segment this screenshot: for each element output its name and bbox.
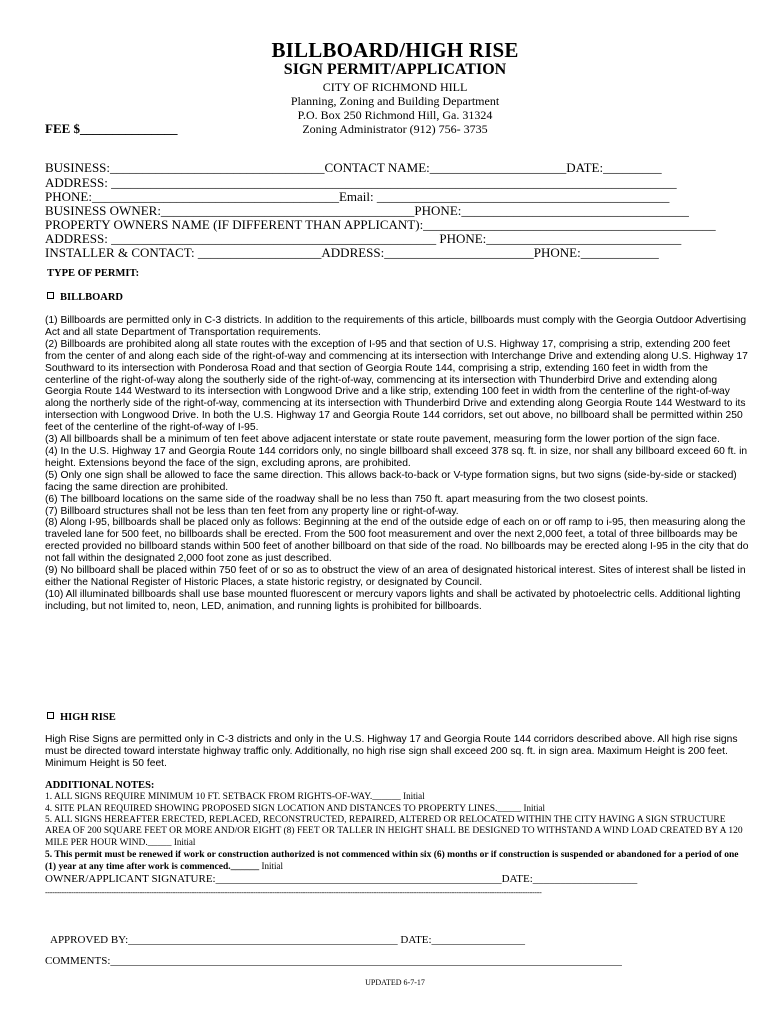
owner-signature-field[interactable]: OWNER/APPLICANT SIGNATURE:____________________________________________________DATE:___________________ bbox=[45, 873, 638, 885]
high-rise-rule: High Rise Signs are permitted only in C-3 districts and only in the U.S. Highway 17 and Georgia Route 144 corridors described above. All high rise signs must be directed toward interstate highway traffic only. Additionally, no high rise sign shall exceed 200 sq. ft. in sign area. Maximum Height is 200 feet. Minimum Height is 50 feet. bbox=[45, 734, 738, 769]
updated-date: UPDATED 6-7-17 bbox=[365, 978, 425, 987]
business-owner-phone-field[interactable]: BUSINESS OWNER:_______________________________________PHONE:___________________________________ bbox=[45, 203, 689, 218]
address-field[interactable]: ADDRESS: _______________________________________________________________________________________ bbox=[45, 175, 677, 190]
billboard-rule: (9) No billboard shall be placed within 750 feet of or so as to obstruct the view of an area of designated historical interest. Sites of interest shall be listed in either the National Register of Historic Places, a state historic registry, or designated by Council. bbox=[45, 565, 746, 588]
department-name: Planning, Zoning and Building Department bbox=[290, 94, 500, 108]
note-item[interactable]: 5. This permit must be renewed if work or construction authorized is not commenced within six (6) months or if construction is suspended or abandoned for a period of one (1) year at any time after work is commenced.______ Initial bbox=[45, 849, 739, 872]
property-owner-address-phone-field[interactable]: ADDRESS: __________________________________________________ PHONE:______________________________ bbox=[45, 231, 682, 246]
billboard-rule: (2) Billboards are prohibited along all state routes with the exception of I-95 and that section of U.S. Highway 17, comprising a strip, extending 200 feet from the center of and along each side of the right-of-way and commencing at its intersection with Interchange Drive and extending along U.S. Highway 17 Southward to its intersection with Ponderosa Road and that section of Georgia Route 144, comprising a strip, extending 160 feet in width from the centerline of the right-of-way along the southerly side of the right-of-way, commencing at its intersection with Thunderbird Drive and extending along Georgia Route 144 Westward to its intersection with Longwood Drive and a like strip, extending 100 feet in width from the centerline of the right-of-way along the northerly side of the right-of-way, commencing at its intersection with Thunderbird Drive and extending along Georgia Route 144 Westward to its intersection with Longwood Drive. In both the U.S. Highway 17 and Georgia Route 144 corridors, set out above, no billboard shall be permitted within 250 feet of the centerline of the right-of-way of I-95. bbox=[45, 338, 748, 434]
billboard-checkbox[interactable] bbox=[47, 292, 54, 299]
additional-notes bbox=[45, 780, 745, 873]
property-owner-name-field[interactable]: PROPERTY OWNERS NAME (IF DIFFERENT THAN APPLICANT):_____________________________________________ bbox=[45, 217, 716, 232]
high-rise-rules bbox=[45, 734, 753, 770]
note-item[interactable]: 1. ALL SIGNS REQUIRE MINIMUM 10 FT. SETBACK FROM RIGHTS-OF-WAY.______ Initial bbox=[45, 791, 425, 803]
business-contact-date-field[interactable]: BUSINESS:_________________________________CONTACT NAME:_____________________DATE:_________ bbox=[45, 160, 662, 175]
billboard-heading: BILLBOARD bbox=[60, 292, 124, 303]
additional-notes-heading: ADDITIONAL NOTES: bbox=[45, 780, 155, 791]
phone-email-field[interactable]: PHONE:______________________________________Email: _____________________________________________ bbox=[45, 189, 670, 204]
city-name: CITY OF RICHMOND HILL bbox=[322, 80, 468, 94]
billboard-rule: (8) Along I-95, billboards shall be placed only as follows: Beginning at the end of the outside edge of each on or off ramp to i-95, then measuring along the traveled lane for 500 feet, no billboards shall be erected. From the 500 foot measurement and over the next 2,000 feet, a total of three billboards may be erected provided no billboard stands within 500 feet of another billboard on that side of the road. No billboards may be erected along I-95 in the city that do not fall within the designated 2,000 foot zone as just described. bbox=[45, 517, 749, 565]
billboard-rule: (7) Billboard structures shall not be less than ten feet from any property line or right-of-way. bbox=[45, 505, 459, 517]
billboard-rule: (1) Billboards are permitted only in C-3 districts. In addition to the requirements of this article, billboards must comply with the Georgia Outdoor Advertising Act and all state Department of Transportation requirements. bbox=[45, 315, 747, 338]
note-item[interactable]: 5. ALL SIGNS HEREAFTER ERECTED, REPLACED, RECONSTRUCTED, REPAIRED, ALTERED OR RELOCATED WITHIN THE CITY HAVING A SIGN STRUCTURE AREA OF 200 SQUARE FEET OR MORE AND/OR EIGHT (8) FEET OR TALLER IN HEIGHT SHALL BE DESIGNED TO WITHSTAND A WIND LOAD CREATED BY A 120 MILE PER HOUR WIND._____ Initial bbox=[45, 815, 743, 849]
form-subtitle: SIGN PERMIT/APPLICATION bbox=[283, 61, 507, 78]
high-rise-heading: HIGH RISE bbox=[60, 712, 116, 723]
divider-line: ------------------------------------------------------------------------------------------------------------------------------------------------------------------------------------------------------------------ bbox=[45, 888, 542, 897]
comments-field[interactable]: COMMENTS:_____________________________________________________________________________________________ bbox=[45, 955, 622, 967]
billboard-rule: (5) Only one sign shall be allowed to face the same direction. This allows back-to-back or V-type formation signs, but two signs (side-by-side or stacked) facing the same direction are prohibited. bbox=[45, 469, 737, 493]
billboard-rule: (10) All illuminated billboards shall use base mounted fluorescent or mercury vapors lights and shall be activated by photoelectric cells. Additional lighting including, but not limited to, neon, LED, animation, and running lights is prohibited for billboards. bbox=[45, 588, 741, 612]
po-box-address: P.O. Box 250 Richmond Hill, Ga. 31324 bbox=[297, 108, 493, 122]
type-of-permit-label: TYPE OF PERMIT: bbox=[47, 268, 140, 279]
billboard-rules bbox=[45, 315, 753, 613]
approved-by-field[interactable]: APPROVED BY:_________________________________________________ DATE:_________________ bbox=[50, 934, 526, 946]
note-item[interactable]: 4. SITE PLAN REQUIRED SHOWING PROPOSED SIGN LOCATION AND DISTANCES TO PROPERTY LINES._____ Initial bbox=[45, 803, 546, 815]
installer-contact-field[interactable]: INSTALLER & CONTACT: ___________________ADDRESS:_______________________PHONE:____________ bbox=[45, 245, 659, 260]
billboard-rule: (3) All billboards shall be a minimum of ten feet above adjacent interstate or state route pavement, measuring form the lower portion of the sign face. bbox=[45, 434, 720, 446]
billboard-option[interactable] bbox=[47, 292, 123, 303]
zoning-administrator-phone: Zoning Administrator (912) 756- 3735 bbox=[302, 122, 488, 136]
fee-field[interactable]: FEE $_______________ bbox=[45, 121, 178, 136]
form-title: BILLBOARD/HIGH RISE bbox=[271, 38, 519, 62]
high-rise-option[interactable] bbox=[47, 712, 116, 723]
high-rise-checkbox[interactable] bbox=[47, 712, 54, 719]
billboard-rule: (4) In the U.S. Highway 17 and Georgia Route 144 corridors only, no single billboard shall exceed 378 sq. ft. in size, nor shall any billboard exceed 60 ft. in height. Extensions beyond the face of the sign, excluding aprons, are prohibited. bbox=[45, 445, 748, 469]
billboard-rule: (6) The billboard locations on the same side of the roadway shall be no less than 750 ft. apart measuring from the two closest points. bbox=[45, 493, 649, 505]
